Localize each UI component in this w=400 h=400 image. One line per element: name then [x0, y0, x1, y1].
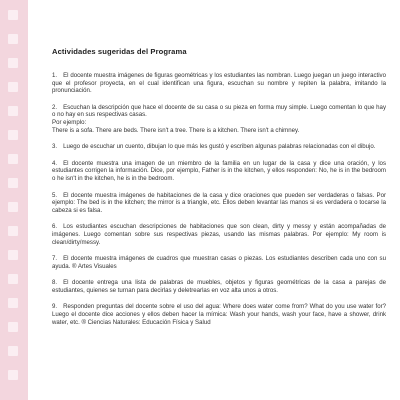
item-text: Los estudiantes escuchan descripciones de habitaciones que son clean, dirty y messy y están acompañadas de imágenes. Luego comentan sobre sus respectivas piezas, usando las mismas palabras. Por ejemplo: My room is clean/dirty/messy.: [52, 223, 386, 246]
item-number: 6.: [52, 223, 58, 231]
item-number: 3.: [52, 143, 58, 151]
activity-item: [52, 143, 386, 151]
activity-item: [52, 255, 386, 270]
sidebar-square: [8, 58, 18, 68]
activity-item: [52, 104, 386, 134]
sidebar-square: [8, 202, 18, 212]
sidebar-square: [8, 370, 18, 380]
item-text: El docente muestra imágenes de figuras geométricas y los estudiantes las nombran. Luego juegan un juego interactivo que el profesor proyecta, en el cual identifican una figura, escuchan su nombre y repiten la palabra, imitando la pronunciación.: [52, 72, 386, 95]
item-text: El docente muestra una imagen de un miembro de la familia en un lugar de la casa y dice una oración, y los estudiantes corrigen la información. Dice, por ejemplo, Father is in the kitchen, y ellos responden: No, he is in the bedroom o he isn't in the kitchen, he is in the bedroom.: [52, 159, 386, 182]
activity-item: [52, 303, 386, 326]
activity-item: [52, 192, 386, 215]
sidebar-square: [8, 82, 18, 92]
sidebar-square: [8, 106, 18, 116]
sidebar-square: [8, 154, 18, 164]
item-text: El docente muestra imágenes de cuadros que muestran casas o piezas. Los estudiantes describen cada uno con su ayuda. ® Artes Visuales: [52, 255, 386, 270]
sidebar-square: [8, 298, 18, 308]
sidebar-square: [8, 178, 18, 188]
sidebar-square: [8, 34, 18, 44]
activity-item: [52, 223, 386, 246]
activity-item: [52, 279, 386, 294]
item-number: 8.: [52, 279, 58, 287]
item-number: 2.: [52, 103, 58, 111]
activity-item: [52, 160, 386, 183]
sidebar-square: [8, 226, 18, 236]
item-text: Responden preguntas del docente sobre el uso del agua: Where does water come from? What do you use water for? Luego el docente dice acciones y ellos deben hacer la mímica: Wash your hands, wash your face, have a shower, drink water, etc. ® Ciencias Naturales: Educación Física y Salud: [52, 303, 386, 326]
item-text-line: There is a sofa. There are beds. There isn't a tree. There is a kitchen. There isn't a chimney.: [52, 126, 300, 134]
sidebar-square: [8, 346, 18, 356]
sidebar-square: [8, 274, 18, 284]
sidebar-square: [8, 322, 18, 332]
item-text-line: Por ejemplo:: [52, 118, 87, 126]
document-body: [52, 47, 386, 335]
sidebar-square: [8, 10, 18, 20]
activity-item: [52, 72, 386, 95]
item-text: El docente muestra imágenes de habitaciones de la casa y dice oraciones que pueden ser verdaderas o falsas. Por ejemplo: The bed is in the kitchen; the mirror is a triangle, etc. Ellos deben levantar las manos si es verdadera o tocarse la cabeza si es falsa.: [52, 191, 386, 214]
item-text: El docente entrega una lista de palabras de muebles, objetos y figuras geométricas de la casa a parejas de estudiantes, quienes se turnan para decirlas y deletrearlas en voz alta unos a otros.: [52, 279, 386, 294]
sidebar-square: [8, 250, 18, 260]
section-title: Actividades sugeridas del Programa: [52, 47, 187, 56]
item-number: 7.: [52, 255, 58, 263]
item-number: 4.: [52, 159, 58, 167]
decorative-sidebar: [0, 0, 28, 400]
item-number: 1.: [52, 72, 58, 79]
item-text: Luego de escuchar un cuento, dibujan lo que más les gustó y escriben algunas palabras relacionadas con el dibujo.: [63, 143, 376, 151]
item-number: 9.: [52, 303, 58, 311]
item-number: 5.: [52, 191, 58, 199]
sidebar-square: [8, 130, 18, 140]
item-text: Escuchan la descripción que hace el docente de su casa o su pieza en forma muy simple. Luego comentan lo que hay o no hay en sus respectivas casas.: [52, 103, 386, 119]
